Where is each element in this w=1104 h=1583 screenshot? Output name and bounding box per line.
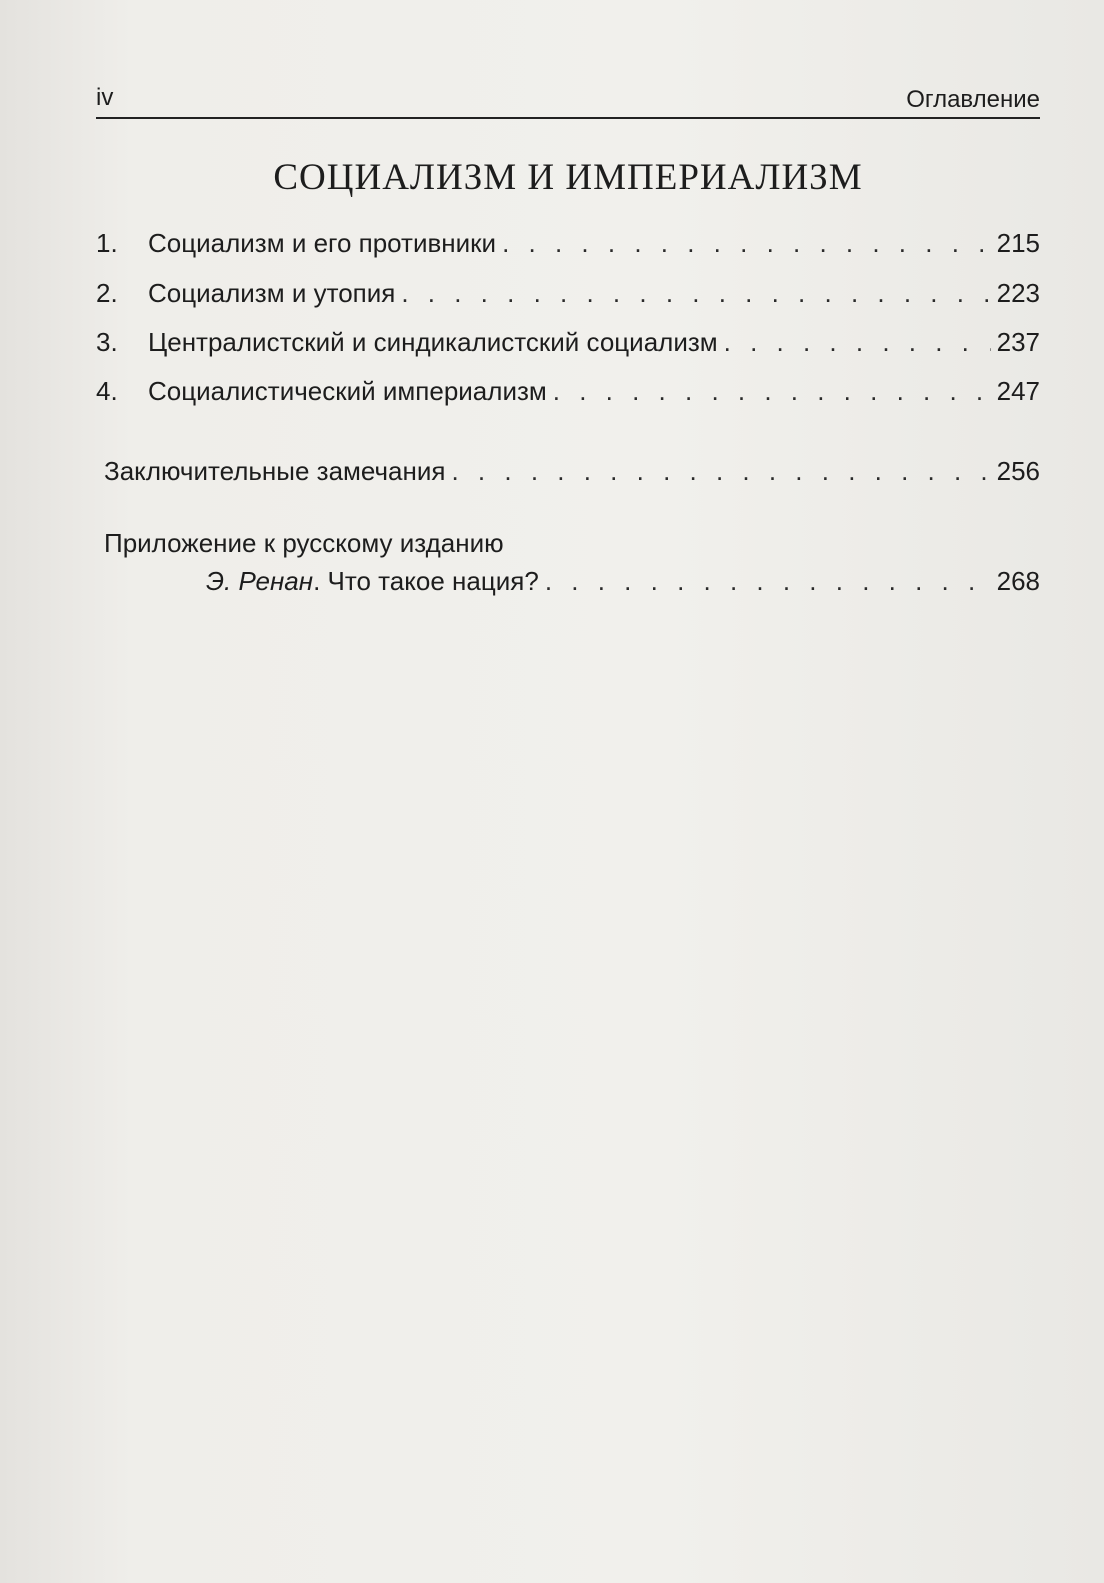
entry-title: Социализм и его противники	[148, 228, 497, 258]
entry-page: 247	[996, 376, 1040, 406]
toc-entry[interactable]	[96, 376, 1040, 416]
running-title: Оглавление	[906, 86, 1040, 113]
entry-page: 256	[996, 456, 1040, 486]
dot-leader	[502, 228, 991, 259]
entry-title	[206, 566, 539, 597]
author-name: Э. Ренан	[206, 566, 314, 596]
entry-page: 268	[996, 566, 1040, 596]
entry-title: Социалистический империализм	[148, 376, 547, 406]
dot-leader	[451, 456, 990, 487]
section-title: СОЦИАЛИЗМ И ИМПЕРИАЛИЗМ	[273, 157, 863, 198]
entry-page: 223	[996, 278, 1040, 308]
entry-page: 237	[996, 327, 1040, 357]
toc-entry-conclusion[interactable]	[104, 456, 1040, 496]
dot-leader	[724, 327, 991, 358]
toc-entry[interactable]	[96, 228, 1040, 268]
toc-entry-appendix[interactable]	[206, 566, 1040, 606]
dot-leader	[545, 566, 991, 597]
entry-number: 4.	[96, 376, 118, 406]
entry-title: Социализм и утопия	[148, 278, 396, 308]
appendix-title: . Что такое нация?	[313, 566, 539, 596]
entry-title: Заключительные замечания	[104, 456, 446, 486]
appendix-heading: Приложение к русскому изданию	[104, 528, 504, 558]
entry-title: Централистский и синдикалистский социализм	[148, 327, 718, 357]
toc-entry[interactable]	[96, 278, 1040, 318]
entry-number: 2.	[96, 278, 118, 308]
entry-number: 3.	[96, 327, 118, 357]
dot-leader	[401, 278, 990, 309]
toc-entry[interactable]	[96, 327, 1040, 367]
page-number: iv	[96, 84, 114, 111]
dot-leader	[553, 376, 991, 407]
running-head	[96, 80, 1040, 116]
header-rule	[96, 117, 1040, 119]
entry-number: 1.	[96, 228, 118, 258]
entry-page: 215	[996, 228, 1040, 258]
